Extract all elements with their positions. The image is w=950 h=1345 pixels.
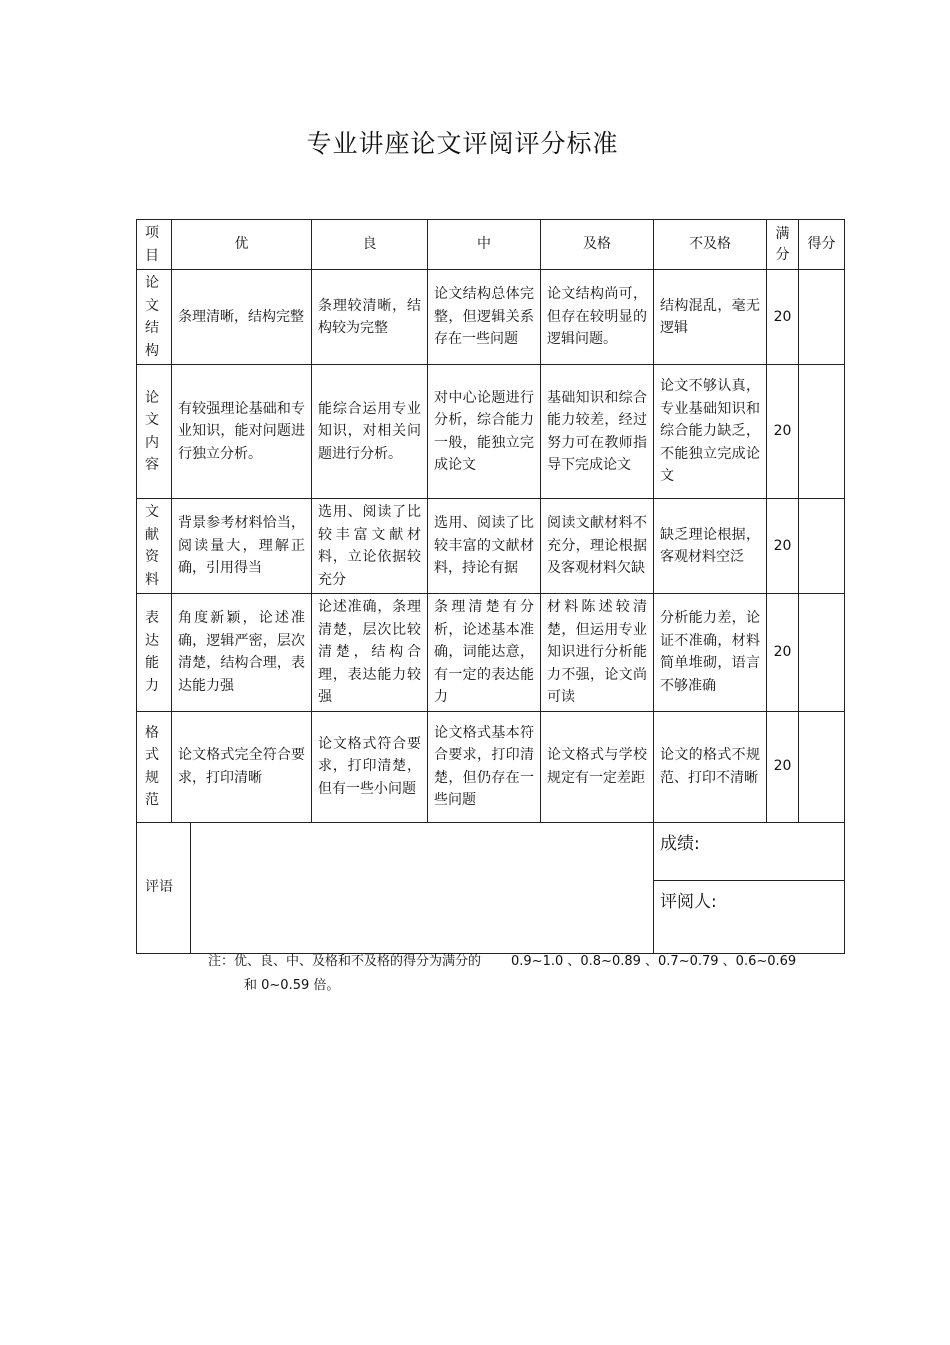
full-score-value: 20 (767, 711, 799, 822)
criteria-medium: 论文结构总体完整，但逻辑关系存在一些问题 (428, 270, 541, 365)
criteria-excellent: 角度新颖，论述准确，逻辑严密，层次清楚，结构合理，表达能力强 (172, 594, 312, 712)
row-item-label: 文献资料 (137, 499, 172, 594)
table-row (137, 365, 845, 499)
criteria-good: 论文格式符合要求，打印清楚，但有一些小问题 (312, 711, 428, 822)
criteria-excellent: 论文格式完全符合要求，打印清晰 (172, 711, 312, 822)
comment-label: 评语 (137, 822, 191, 953)
criteria-pass: 论文结构尚可，但存在较明显的逻辑问题。 (541, 270, 654, 365)
criteria-fail: 论文的格式不规范、打印不清晰 (654, 711, 767, 822)
criteria-fail: 论文不够认真，专业基础知识和综合能力缺乏，不能独立完成论文 (654, 365, 767, 499)
criteria-good: 能综合运用专业知识，对相关问题进行分析。 (312, 365, 428, 499)
criteria-pass: 材料陈述较清楚，但运用专业知识进行分析能力不强，论文尚可读 (541, 594, 654, 712)
criteria-pass: 基础知识和综合能力较差，经过努力可在教师指导下完成论文 (541, 365, 654, 499)
page-title: 专业讲座论文评阅评分标准 (306, 129, 619, 158)
full-score-value: 20 (767, 594, 799, 712)
criteria-medium: 选用、阅读了比较丰富的文献材料，持论有据 (428, 499, 541, 594)
table-row (137, 499, 845, 594)
criteria-excellent: 有较强理论基础和专业知识，能对问题进行独立分析。 (172, 365, 312, 499)
header-pass: 及格 (541, 220, 654, 270)
criteria-medium: 论文格式基本符合要求，打印清楚，但仍存在一些问题 (428, 711, 541, 822)
criteria-excellent: 背景参考材料恰当，阅读量大，理解正确，引用得当 (172, 499, 312, 594)
score-cell[interactable] (799, 270, 845, 365)
criteria-medium: 对中心论题进行分析，综合能力一般，能独立完成论文 (428, 365, 541, 499)
header-excellent: 优 (172, 220, 312, 270)
full-score-value: 20 (767, 270, 799, 365)
score-cell[interactable] (799, 499, 845, 594)
full-score-value: 20 (767, 365, 799, 499)
table-row (137, 270, 845, 365)
header-fail: 不及格 (654, 220, 767, 270)
criteria-fail: 结构混乱，毫无逻辑 (654, 270, 767, 365)
row-item-label: 论文结构 (137, 270, 172, 365)
row-item-label: 格式规范 (137, 711, 172, 822)
footnote (208, 950, 796, 998)
criteria-pass: 论文格式与学校规定有一定差距 (541, 711, 654, 822)
criteria-excellent: 条理清晰，结构完整 (172, 270, 312, 365)
score-cell[interactable] (799, 365, 845, 499)
criteria-fail: 分析能力差，论证不准确，材料简单堆砌，语言不够准确 (654, 594, 767, 712)
footnote-line1-ratios: 0.9~1.0 、0.8~0.89 、0.7~0.79 、0.6~0.69 (511, 954, 797, 969)
full-score-value: 20 (767, 499, 799, 594)
criteria-good: 选用、阅读了比较丰富文献材料，立论依据较充分 (312, 499, 428, 594)
grade-label: 成绩: (654, 822, 845, 880)
footnote-line2: 和 0~0.59 倍。 (244, 978, 340, 993)
header-medium: 中 (428, 220, 541, 270)
header-good: 良 (312, 220, 428, 270)
footnote-line1-text: 注：优、良、中、及格和不及格的得分为满分的 (208, 954, 482, 969)
criteria-good: 条理较清晰，结构较为完整 (312, 270, 428, 365)
criteria-fail: 缺乏理论根据，客观材料空泛 (654, 499, 767, 594)
criteria-medium: 条理清楚有分析，论述基本准确，词能达意，有一定的表达能力 (428, 594, 541, 712)
header-full-score: 满分 (767, 220, 799, 270)
header-score: 得分 (799, 220, 845, 270)
table-row (137, 594, 845, 712)
row-item-label: 表达能力 (137, 594, 172, 712)
criteria-pass: 阅读文献材料不充分，理论根据及客观材料欠缺 (541, 499, 654, 594)
criteria-good: 论述准确，条理清楚，层次比较清楚，结构合理，表达能力较强 (312, 594, 428, 712)
reviewer-label: 评阅人: (654, 880, 845, 953)
comment-row-top (137, 822, 845, 880)
score-cell[interactable] (799, 711, 845, 822)
table-header-row (137, 220, 845, 270)
score-cell[interactable] (799, 594, 845, 712)
comment-field[interactable] (191, 822, 654, 953)
table-row (137, 711, 845, 822)
header-item: 项目 (137, 220, 172, 270)
row-item-label: 论文内容 (137, 365, 172, 499)
scoring-table (136, 219, 845, 954)
